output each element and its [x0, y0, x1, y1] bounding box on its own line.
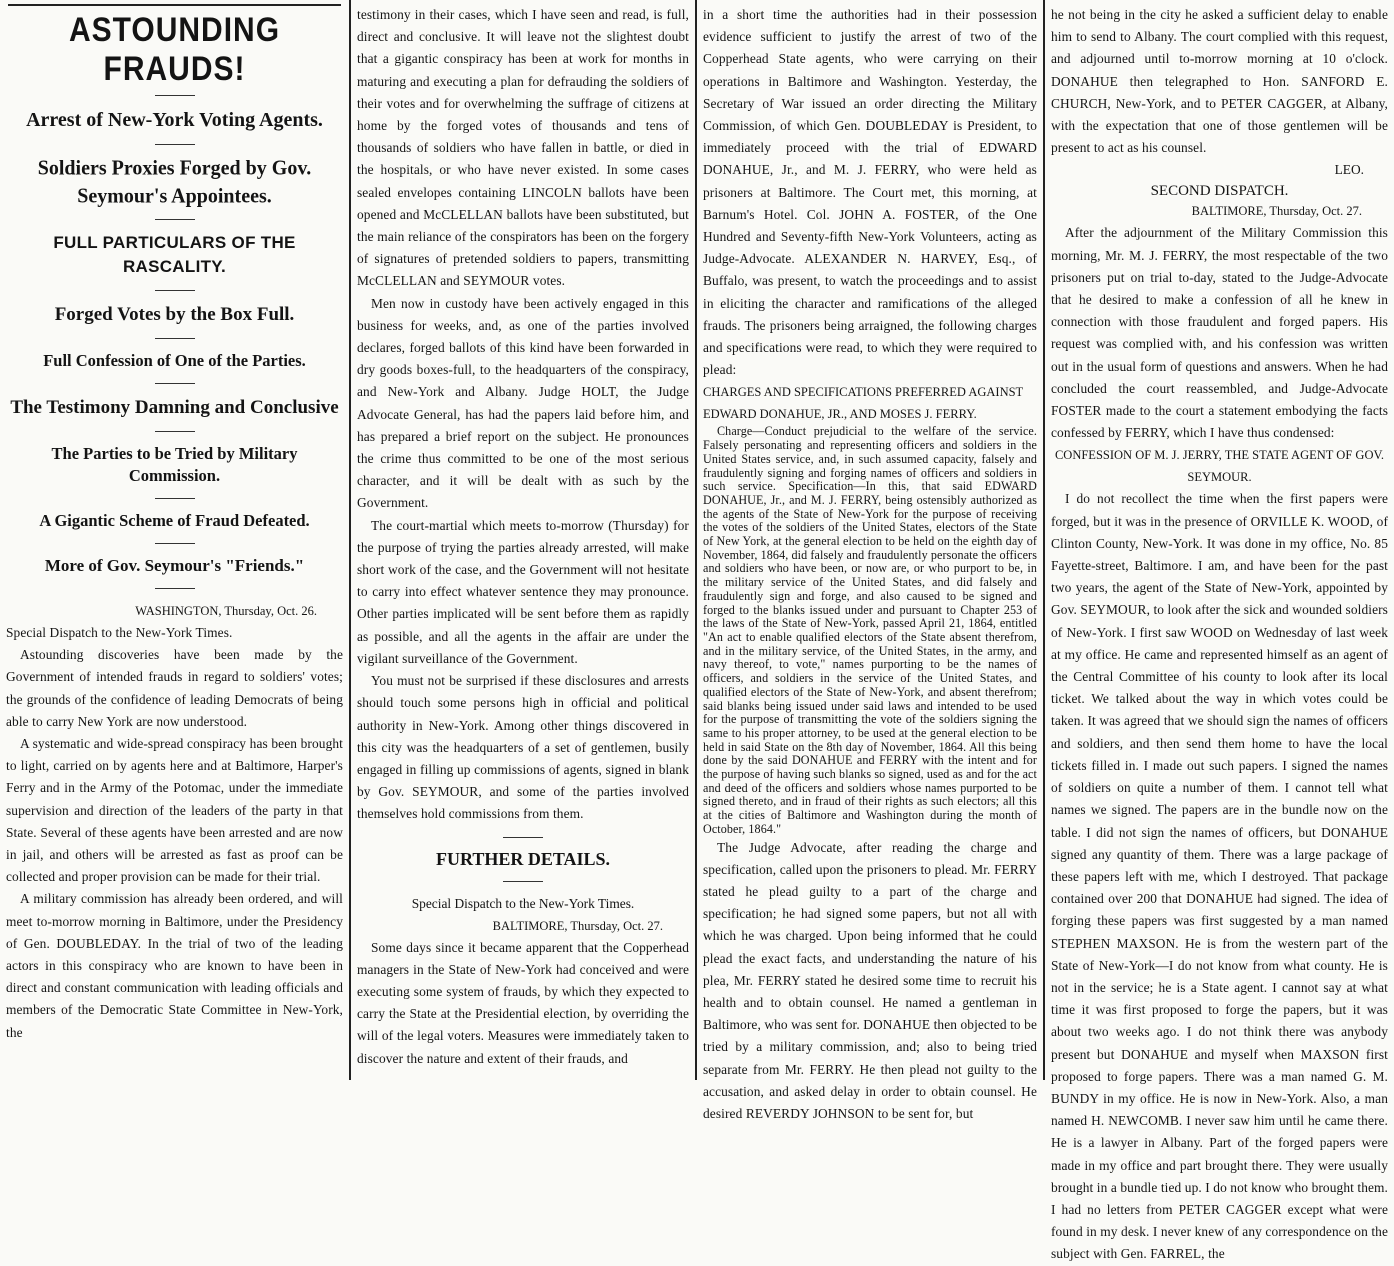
- special-dispatch-line: Special Dispatch to the New-York Times.: [411, 895, 635, 911]
- column-3: [697, 0, 1043, 1121]
- confession-title: CONFESSION OF M. J. JERRY, THE STATE AGENT OF GOV. SEYMOUR.: [1054, 448, 1385, 485]
- paragraph: Men now in custody have been actively engaged in this business for weeks, and, as one of the parties involved declares, forged ballots of this kind have been forwarded in dry goods boxes-full, to the headquarters of the conspiracy, and New-York and Albany. Judge HOLT, the Judge Advocate General, has had the papers laid before him, and has prepared a brief report on the subject. He pronounces the crime thus committed to be one of the most serious character, and it will be dealt with as such by the Government.: [357, 295, 689, 511]
- deck-6: The Testimony Damning and Conclusive: [10, 397, 339, 418]
- deck-8: A Gigantic Scheme of Fraud Defeated.: [39, 511, 310, 530]
- main-headline: ASTOUNDING FRAUDS!: [68, 10, 281, 88]
- divider: [155, 431, 195, 432]
- special-dispatch-line: Special Dispatch to the New-York Times.: [6, 625, 233, 640]
- deck-3: FULL PARTICULARS OF THE RASCALITY.: [53, 233, 296, 276]
- divider: [155, 498, 195, 499]
- paragraph: testimony in their cases, which I have seen and read, is full, direct and conclusive. It will leave not the slightest doubt that a gigantic conspiracy has been at work for months in maturing and executing a plan for defrauding the soldiers of their votes and for overwhelming the suffrage of citizens at home by the forged votes of thousands and tens of thousands of soldiers who have fallen in battle, or died in the hospitals, or who have never existed. In some cases sealed envelopes containing LINCOLN ballots have been opened and McCLELLAN ballots have been substituted, but the main reliance of the conspirators has been on the forgery of signatures of pretended soldiers to papers, transmitting McCLELLAN and SEYMOUR votes.: [357, 7, 689, 289]
- divider: [503, 837, 543, 838]
- paragraph: A military commission has already been ordered, and will meet to-morrow morning in Baltimore, under the Presidency of Gen. DOUBLEDAY. In the trial of two of the leading actors in this conspiracy who are known to have been in direct and constant communication with leading officials and members of the Democratic State Committee in New-York, the: [6, 891, 343, 1040]
- deck-5: Full Confession of One of the Parties.: [43, 351, 306, 370]
- dateline: BALTIMORE, Thursday, Oct. 27.: [1191, 204, 1362, 219]
- column-2: [351, 0, 695, 1080]
- divider: [155, 144, 195, 145]
- top-rule: [8, 4, 341, 6]
- charge-specification: Charge—Conduct prejudicial to the welfare of the service. Falsely personating and representing officers and soldiers in the United States service, and, in such assumed capacity, falsely and fraudulently signing and forging names of officers and soldiers in such service. Specification—In this, that said EDWARD DONAHUE, Jr., and M. J. FERRY, being ostensibly authorized as the agents of the State of New-York for the purpose of receiving the votes of the soldiers of the United States, electors of the State of New York, at the general election to be held on the eighth day of November, 1864, did falsely and fraudulently personate the officers and soldiers who have been, or now are, or who purport to be, in the military service of the United States, and did falsely and fraudulently sign and forge, and also caused to be signed and forged to the blanks issued under and pursuant to Chapter 253 of the laws of the State of New-York, passed April 21, 1864, entitled "An act to enable qualified electors of the State absent therefrom, and in the military service, of the United States, in the army, and navy thereof, to vote," names purporting to be the names of officers, and soldiers in the service of the United States, and qualified electors of the State of New-York, and absent therefrom; said blanks being issued under said laws and intended to be used for the purpose of transmitting the vote of the soldiers signing the same to his proper attorney, to be used at the general election to be held in said State on the 8th day of November, 1864. All this being done by the said DONAHUE and FERRY with the intent and for the purpose of having such blanks so signed, used as and for the act and deed of the officers and soldiers whose names purported to be signed thereto, and in fraud of their rights as such electors; all this at the cities of Baltimore and Washington during the month of October, 1864.": [703, 424, 1037, 836]
- paragraph: in a short time the authorities had in their possession evidence sufficient to justify the arrest of two of the Copperhead State agents, who were carrying on their operations in Baltimore and Washington. Yesterday, the Secretary of War issued an order directing the Military Commission, of which Gen. DOUBLEDAY is President, to immediately proceed with the trial of EDWARD DONAHUE, Jr., and M. J. FERRY, who were held as prisoners at Baltimore. The Court met, this morning, at Barnum's Hotel. Col. JOHN A. FOSTER, of the One Hundred and Seventy-fifth New-York Volunteers, acting as Judge-Advocate. ALEXANDER N. HARVEY, Esq., of Buffalo, was present, to watch the proceedings and to assist in eliciting the character and ramifications of the alleged frauds. The prisoners being arraigned, the following charges and specifications were read, to which they were required to plead:: [703, 7, 1037, 378]
- divider: [155, 383, 195, 384]
- paragraph: You must not be surprised if these disclosures and arrests should touch some persons high in official and political authority in New-York. Among other things discovered in this city was the headquarters of a set of gentlemen, busily engaged in filling up commissions of agents, signed in blank by Gov. SEYMOUR, and some of the parties involved themselves hold commissions from them.: [357, 673, 689, 822]
- deck-7: The Parties to be Tried by Military Commission.: [51, 444, 298, 485]
- divider: [155, 290, 195, 291]
- column-4: [1045, 0, 1394, 1262]
- paragraph: After the adjournment of the Military Commission this morning, Mr. M. J. FERRY, the most respectable of the two prisoners put on trial to-day, stated to the Judge-Advocate that he desired to make a confession of all he knew in connection with those fraudulent and forged papers. His request was complied with, and his confession was written out in the usual form of questions and answers. When he had concluded the court reassembled, and Judge-Advocate FOSTER made to the court a statement embodying the facts confessed by FERRY, which I have thus condensed:: [1051, 225, 1388, 441]
- paragraph: The Judge Advocate, after reading the charge and specification, called upon the prisoners to plead. Mr. FERRY stated he plead guilty to a part of the charge and specification; he had signed some papers, but not all with which he was charged. Upon being informed that he could plead the exact facts, and understanding the nature of his plea, Mr. FERRY stated he desired some time to recruit his health and to obtain counsel. He named a gentleman in Baltimore, who was sent for. DONAHUE then objected to be tried by a military commission, and; also to being tried separate from Mr. FERRY. He then plead not guilty to the accusation, and asked delay in order to obtain counsel. He desired REVERDY JOHNSON to be sent for, but: [703, 839, 1037, 1121]
- divider: [155, 543, 195, 544]
- deck-1: Arrest of New-York Voting Agents.: [26, 109, 323, 131]
- paragraph: The court-martial which meets to-morrow (Thursday) for the purpose of trying the parties already arrested, will make short work of the case, and the Government will not hesitate to carry into effect whatever sentence they may pronounce. Other parties implicated will be sent before them as rapidly as possible, and all the agents in the affair are under the vigilant surveillance of the Government.: [357, 517, 689, 666]
- deck-9: More of Gov. Seymour's "Friends.": [44, 556, 305, 575]
- deck-4: Forged Votes by the Box Full.: [54, 304, 295, 325]
- column-1: [0, 0, 349, 1080]
- signature: LEO.: [1334, 162, 1364, 178]
- paragraph: A systematic and wide-spread conspiracy has been brought to light, carried on by agents here and at Baltimore, Harper's Ferry and in the Army of the Potomac, under the immediate supervision and direction of the leaders of the party in that State. Several of these agents have been arrested and are now in jail, and others will be arrested as fast as proof can be collected and proper provision can be made for their trial.: [6, 736, 343, 885]
- paragraph: he not being in the city he asked a sufficient delay to enable him to send to Albany. The court complied with this request, and adjourned until to-morrow morning at 10 o'clock. DONAHUE then telegraphed to Hon. SANFORD E. CHURCH, New-York, and to PETER CAGGER, at Albany, with the expectation that one of those gentlemen will be present to act as his counsel.: [1051, 7, 1388, 156]
- section-heading: FURTHER DETAILS.: [435, 848, 611, 869]
- paragraph: Some days since it became apparent that the Copperhead managers in the State of New-York had conceived and were executing some system of frauds, by which they expected to carry the State at the Presidential election, by overriding the will of the legal voters. Measures were immediately taken to discover the nature and extent of their frauds, and: [357, 939, 689, 1066]
- divider: [155, 219, 195, 220]
- deck-2: Soldiers Proxies Forged by Gov. Seymour's Appointees.: [37, 156, 312, 208]
- paragraph: Astounding discoveries have been made by the Government of intended frauds in regard to soldiers' votes; the grounds of the confidence of leading Democrats of being able to carry New York are now understood.: [6, 647, 343, 729]
- divider: [503, 881, 543, 882]
- charges-title: CHARGES AND SPECIFICATIONS PREFERRED AGAINST EDWARD DONAHUE, JR., AND MOSES J. FERRY.: [703, 385, 1023, 422]
- dateline: WASHINGTON, Thursday, Oct. 26.: [135, 604, 317, 618]
- divider: [155, 95, 195, 96]
- divider: [155, 338, 195, 339]
- paragraph: I do not recollect the time when the first papers were forged, but it was in the presence of ORVILLE K. WOOD, of Clinton County, New-York. It was done in my office, No. 85 Fayette-street, Baltimore. I am, and have been for the past two years, the agent of the State of New-York, appointed by Gov. SEYMOUR, to look after the sick and wounded soldiers of New-York. I first saw WOOD on Wednesday of last week at my office. He came and represented himself as an agent of the Central Committee of his county to look after its local ticket. We talked about the way in which votes could be taken. It was agreed that we should sign the names of officers and soldiers, and then send them home to have the local tickets filled in. I made out such papers. I signed the names of soldiers on quite a number of them. I cannot tell what names we signed. The papers are in the bundle now on the table. I did not sign the names of officers, but DONAHUE signed any quantity of them. There was a large package of these papers left with me, which I destroyed. That package contained over 200 that DONAHUE had signed. The idea of forging these papers was first suggested by a man named STEPHEN MAXSON. He is from the western part of the State of New-York—I do not know from what county. He is not in the service; he is a State agent. I cannot say at what time it was first proposed to forge the papers, but it was about two weeks ago. I do not think there was anybody present but DONAHUE and myself when MAXSON first proposed to forge papers. There was a man named G. M. BUNDY in my office. He is now in New-York. Also, a man named H. NEWCOMB. I never saw him until he came there. He is a lawyer in Albany. Part of the forged papers were made in my office and part brought there. They were usually brought in a bundle tied up. I do not know who brought them. I had no letters from PETER CAGGER except what were found in my desk. I never knew of any correspondence on the subject with Gen. FARREL, the: [1051, 491, 1389, 1262]
- section-heading: SECOND DISPATCH.: [1150, 183, 1289, 200]
- divider: [155, 588, 195, 589]
- dateline: BALTIMORE, Thursday, Oct. 27.: [492, 918, 663, 933]
